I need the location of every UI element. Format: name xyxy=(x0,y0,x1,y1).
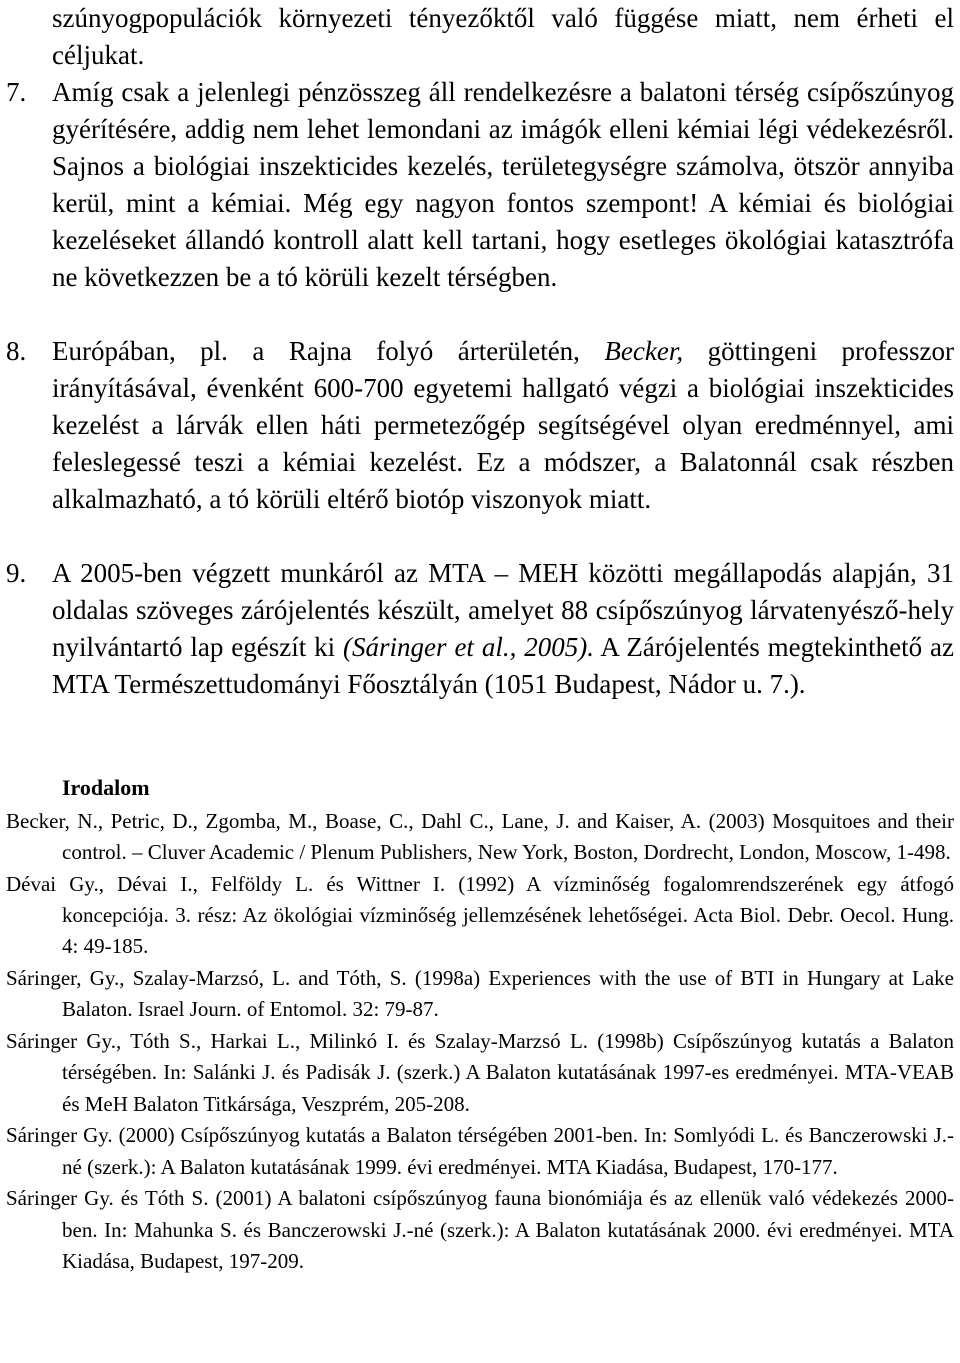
item-text-cont: A Zárójelentés megtekinthető az MTA Természettudományi Főosztályán (1051 Budapest, Nádor u. 7.). xyxy=(52,632,954,699)
item-italic-name: Becker, xyxy=(604,336,684,366)
reference-item: Sáringer Gy. és Tóth S. (2001) A balatoni csípőszúnyog fauna bionómiája és az ellenük való védekezés 2000-ben. In: Mahunka S. és Banczerowski J.-né (szerk.): A Balaton kutatásának 2000. évi eredményei. MTA Kiadása, Budapest, 197-209. xyxy=(6,1186,954,1273)
reference-list xyxy=(6,806,954,1278)
reference-item: Sáringer Gy., Tóth S., Harkai L., Milinkó I. és Szalay-Marzsó L. (1998b) Csípőszúnyog kutatás a Balaton térségében. In: Salánki J. és Padisák J. (szerk.) A Balaton kutatásának 1997-es eredményei. MTA-VEAB és MeH Balaton Titkársága, Veszprém, 205-208. xyxy=(6,1029,954,1116)
intro-paragraph: szúnyogpopulációk környezeti tényezőktől való függése miatt, nem érheti el céljukat. xyxy=(52,3,954,70)
item-text: Európában, pl. a Rajna folyó árterületén, xyxy=(52,336,605,366)
item-number: 9. xyxy=(6,558,27,588)
item-text-cont: göttingeni professzor irányításával, évenként 600-700 egyetemi hallgató végzi a biológiai inszekticides kezelést a lárvák ellen háti permetezőgép segítségével olyan eredménnyel, ami feleslegessé teszi a kémiai kezelést. Ez a módszer, a Balatonnál csak részben alkalmazható, a tó körüli eltérő biotóp viszonyok miatt. xyxy=(52,336,954,514)
item-text: A 2005-ben végzett munkáról az MTA – MEH közötti megállapodás alapján, 31 oldalas szöveges zárójelentés készült, amelyet 88 csípőszúnyog lárvatenyésző-hely nyilvántartó lap egészít ki xyxy=(52,558,954,662)
item-number: 8. xyxy=(6,336,27,366)
reference-item: Sáringer Gy. (2000) Csípőszúnyog kutatás a Balaton térségében 2001-ben. In: Somlyódi L. és Banczerowski J.-né (szerk.): A Balaton kutatásának 1999. évi eredményei. MTA Kiadása, Budapest, 170-177. xyxy=(6,1123,954,1179)
reference-item: Sáringer, Gy., Szalay-Marzsó, L. and Tóth, S. (1998a) Experiences with the use of BTI in Hungary at Lake Balaton. Israel Journ. of Entomol. 32: 79-87. xyxy=(6,966,954,1022)
reference-item: Becker, N., Petric, D., Zgomba, M., Boase, C., Dahl C., Lane, J. and Kaiser, A. (2003) Mosquitoes and their control. – Cluver Academic / Plenum Publishers, New York, Boston, Dordrecht, London, Moscow, 1-498. xyxy=(6,809,954,865)
list-item-8 xyxy=(6,333,954,518)
section-heading: Irodalom xyxy=(62,775,150,800)
list-item-9 xyxy=(6,555,954,703)
reference-item: Dévai Gy., Dévai I., Felföldy L. és Wittner I. (1992) A vízminőség fogalomrendszerének egy átfogó koncepciója. 3. rész: Az ökológiai vízminőség jellemzésének lehetőségei. Acta Biol. Debr. Oecol. Hung. 4: 49-185. xyxy=(6,872,954,959)
item-number: 7. xyxy=(6,77,27,107)
list-item-7 xyxy=(6,74,954,296)
item-italic-citation: (Sáringer et al., 2005). xyxy=(343,632,594,662)
item-text: Amíg csak a jelenlegi pénzösszeg áll rendelkezésre a balatoni térség csípőszúnyog gyérítésére, addig nem lehet lemondani az imágók elleni kémiai légi védekezésről. Sajnos a biológiai inszekticides kezelés, területegységre számolva, ötször annyiba kerül, mint a kémiai. Még egy nagyon fontos szempont! A kémiai és biológiai kezeléseket állandó kontroll alatt kell tartani, hogy esetleges ökológiai katasztrófa ne következzen be a tó körüli kezelt térségben. xyxy=(52,77,954,292)
